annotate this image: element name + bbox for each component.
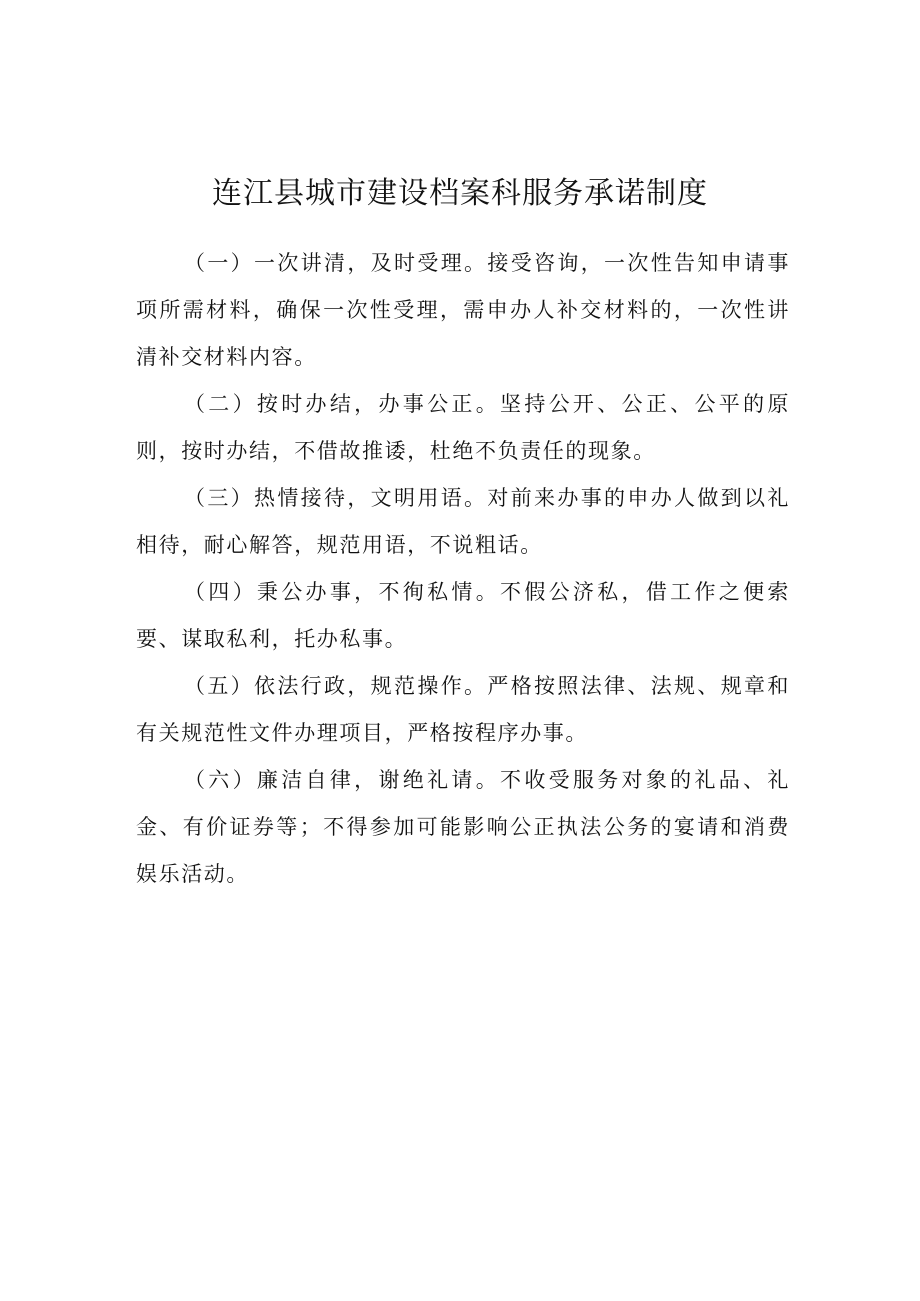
paragraph-5: （五）依法行政，规范操作。严格按照法律、法规、规章和有关规范性文件办理项目，严格按程序办事。 xyxy=(136,674,790,745)
paragraph-1: （一）一次讲清，及时受理。接受咨询，一次性告知申请事项所需材料，确保一次性受理，需申办人补交材料的，一次性讲清补交材料内容。 xyxy=(136,251,790,369)
document-body xyxy=(136,240,790,898)
paragraph-3: （三）热情接待，文明用语。对前来办事的申办人做到以礼相待，耐心解答，规范用语，不说粗话。 xyxy=(136,486,790,557)
paragraph-4: （四）秉公办事，不徇私情。不假公济私，借工作之便索要、谋取私利，托办私事。 xyxy=(136,580,790,651)
paragraph-6: （六）廉洁自律，谢绝礼请。不收受服务对象的礼品、礼金、有价证券等；不得参加可能影响公正执法公务的宴请和消费娱乐活动。 xyxy=(136,768,790,886)
paragraph-2: （二）按时办结，办事公正。坚持公开、公正、公平的原则，按时办结，不借故推诿，杜绝不负责任的现象。 xyxy=(136,392,790,463)
page-title: 连江县城市建设档案科服务承诺制度 xyxy=(212,176,708,211)
